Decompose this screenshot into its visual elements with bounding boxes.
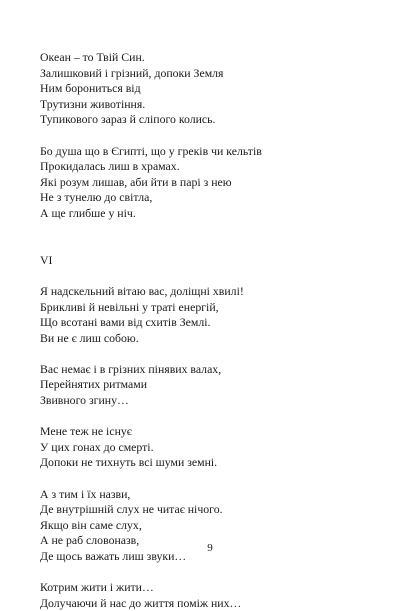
stanza-4 — [40, 362, 380, 409]
poem-line: Що всотані вами від схитів Землі. — [40, 315, 211, 330]
stanza-gap — [40, 471, 380, 487]
poem-line: А з тим і їх назви, — [40, 486, 131, 501]
poem-line: Де внутрішній слух не читає нічого. — [40, 502, 223, 517]
poem-line: Я надскельний вітаю вас, доліщні хвилі! — [40, 283, 244, 298]
poem-text — [40, 50, 380, 611]
stanza-1 — [40, 50, 380, 128]
poem-line: Прокидалась лиш в храмах. — [40, 159, 180, 174]
poem-line: Залишковий і грізний, допоки Земля — [40, 65, 224, 80]
poem-line: Брикливі й невільні у траті енергій, — [40, 299, 219, 314]
poem-line: А ще глибше у ніч. — [40, 205, 136, 220]
poem-line: Які розум лишав, аби йти в парі з нею — [40, 174, 232, 189]
stanza-5 — [40, 424, 380, 471]
stanza-gap — [40, 565, 380, 581]
poem-line: Тупикового зараз й сліпого колись. — [40, 112, 216, 127]
poem-line: У цих гонах до смерті. — [40, 439, 154, 454]
poem-line: Котрим жити і жити… — [40, 580, 154, 595]
poem-line: Де щось важать лиш звуки… — [40, 549, 187, 563]
page-number: 9 — [207, 542, 213, 554]
section-heading: VI — [40, 252, 53, 267]
poem-line: Долучаючи й нас до життя поміж них… — [40, 595, 242, 610]
poem-line: Перейнятих ритмами — [40, 377, 148, 392]
poem-line: Бо душа що в Єгипті, що у греків чи кельтів — [40, 143, 262, 158]
poem-line: Трутизни животіння. — [40, 96, 146, 111]
stanza-2 — [40, 144, 380, 222]
poem-line: Мене теж не існує — [40, 424, 132, 439]
poem-line: Не з тунелю до світла, — [40, 190, 153, 205]
poem-line: Допоки не тихнуть всі шуми земні. — [40, 455, 218, 470]
poem-line: Якщо він саме слух, — [40, 517, 142, 532]
poem-line: Ви не є лиш собою. — [40, 330, 139, 345]
stanza-gap — [40, 268, 380, 284]
stanza-7 — [40, 580, 380, 611]
stanza-3 — [40, 284, 380, 346]
poem-line: Вас немає і в грізних пінявих валах, — [40, 361, 222, 376]
stanza-gap — [40, 237, 380, 253]
poem-line: Океан – то Твій Син. — [40, 50, 145, 64]
poem-line: Звивного згину… — [40, 393, 129, 408]
stanza-gap — [40, 128, 380, 144]
poem-line: А не раб словоназв, — [40, 533, 140, 548]
stanza-gap — [40, 346, 380, 362]
stanza-gap — [40, 222, 380, 238]
stanza-gap — [40, 409, 380, 425]
poem-line: Ним борониться від — [40, 81, 141, 96]
